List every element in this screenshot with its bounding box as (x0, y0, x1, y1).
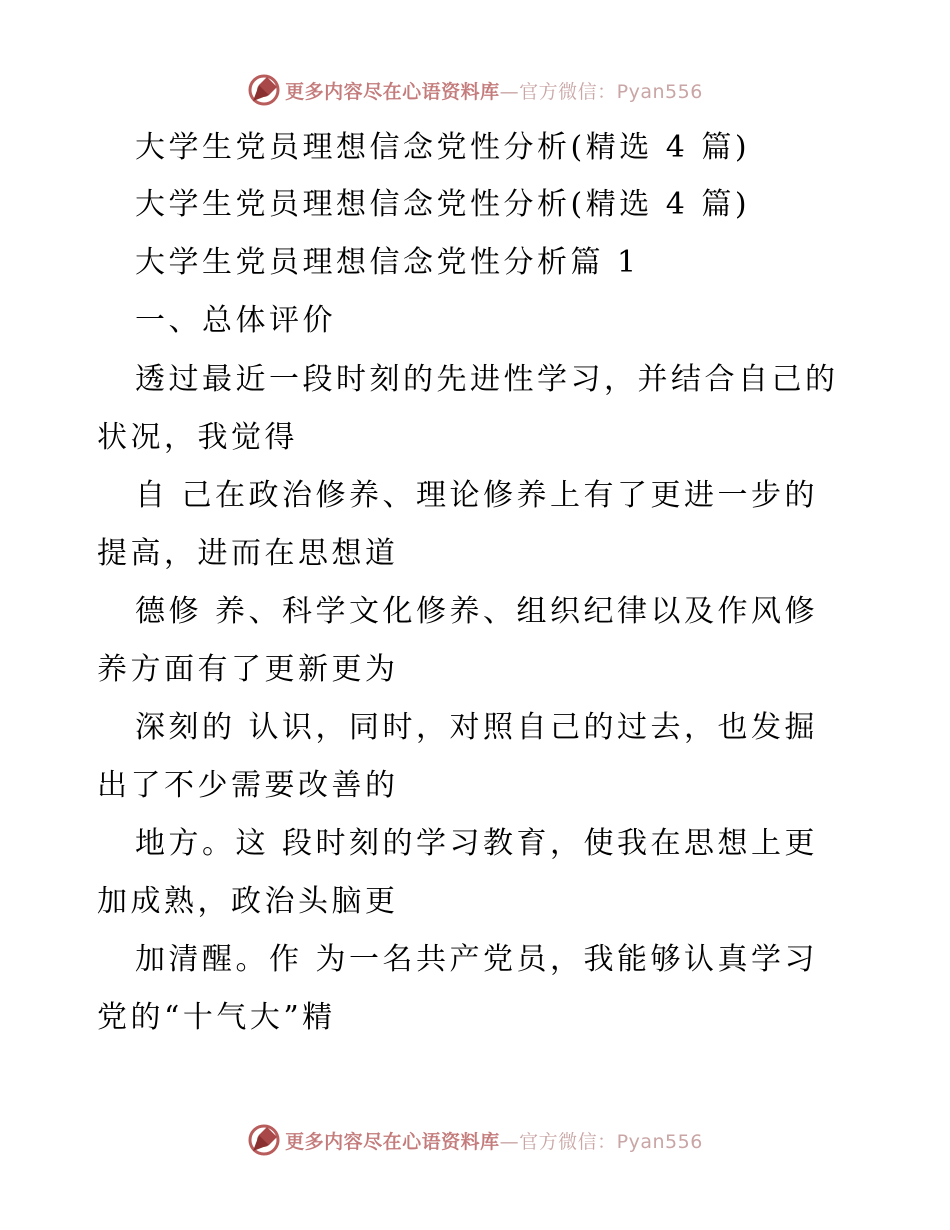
watermark-separator: — (499, 80, 520, 103)
paragraph-line: 状况，我觉得 (97, 420, 298, 455)
section-heading: 大学生党员理想信念党性分析篇 1 (135, 245, 640, 280)
pen-logo-icon (247, 73, 281, 107)
subheading: 一、总体评价 (135, 303, 336, 338)
watermark-separator: — (499, 1130, 520, 1153)
footer-watermark (0, 1120, 950, 1160)
paragraph-line: 提高，进而在思想道 (97, 536, 399, 571)
paragraph-line: 党的“十气大”精 (97, 1000, 336, 1035)
paragraph-line: 德修 养、科学文化修养、组织纪律以及作风修 (135, 594, 819, 629)
paragraph-line: 深刻的 认识，同时，对照自己的过去，也发掘 (135, 710, 819, 745)
watermark-brand: 更多内容尽在心语资料库 (285, 80, 500, 103)
watermark-contact: 官方微信：Pyan556 (519, 80, 703, 103)
document-title-repeat: 大学生党员理想信念党性分析(精选 4 篇) (135, 187, 751, 222)
paragraph-line: 透过最近一段时刻的先进性学习，并结合自己的 (135, 362, 839, 397)
header-watermark (0, 70, 950, 110)
watermark-brand: 更多内容尽在心语资料库 (285, 1130, 500, 1153)
paragraph-line: 地方。这 段时刻的学习教育，使我在思想上更 (135, 826, 819, 861)
paragraph-line: 自 己在政治修养、理论修养上有了更进一步的 (135, 478, 819, 513)
paragraph-line: 加清醒。作 为一名共产党员，我能够认真学习 (135, 942, 819, 977)
paragraph-line: 加成熟，政治头脑更 (97, 884, 399, 919)
document-title: 大学生党员理想信念党性分析(精选 4 篇) (135, 130, 751, 165)
paragraph-line: 养方面有了更新更为 (97, 652, 399, 687)
paragraph-line: 出了不少需要改善的 (97, 768, 399, 803)
watermark-contact: 官方微信：Pyan556 (519, 1130, 703, 1153)
pen-logo-icon (247, 1123, 281, 1157)
